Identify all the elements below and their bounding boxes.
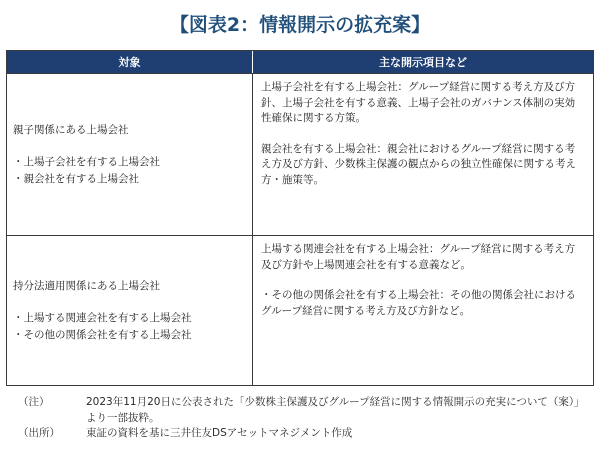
target-cell bbox=[7, 74, 253, 235]
header-disclosure-items: 主な開示項目など bbox=[379, 56, 467, 69]
table-row bbox=[7, 73, 593, 235]
spacer bbox=[261, 273, 585, 288]
disclosure-table bbox=[6, 50, 594, 386]
source-text: 東証の資料を基に三井住友DSアセットマネジメント作成 bbox=[86, 427, 353, 439]
spacer bbox=[13, 139, 246, 154]
note-label: （注） bbox=[18, 396, 50, 408]
table-header bbox=[7, 51, 593, 73]
disclosure-paragraph: 親会社を有する上場会社：親会社におけるグループ経営に関する考え方及び方針、少数株主保護の観点からの独立性確保に関する考え方・施策等。 bbox=[261, 142, 576, 186]
source-label: （出所） bbox=[18, 427, 60, 439]
target-cell bbox=[7, 236, 253, 385]
disclosure-paragraph: 上場する関連会社を有する上場会社：グループ経営に関する考え方及び方針や上場関連会社を有する意義など。 bbox=[261, 243, 576, 271]
disclosure-cell bbox=[253, 236, 593, 385]
target-item: ・親会社を有する上場会社 bbox=[13, 172, 139, 185]
note-text: 2023年11月20日に公表された「少数株主保護及びグループ経営に関する情報開示の充実について（案）」より一部抜粋。 bbox=[86, 396, 585, 424]
table-row bbox=[7, 235, 593, 385]
target-item: ・上場する関連会社を有する上場会社 bbox=[13, 311, 192, 324]
disclosure-paragraph: ・その他の関係会社を有する上場会社：その他の関係会社におけるグループ経営に関する考え方及び方針など。 bbox=[261, 289, 576, 317]
spacer bbox=[261, 127, 585, 142]
target-main: 持分法適用関係にある上場会社 bbox=[13, 279, 160, 292]
header-target: 対象 bbox=[7, 51, 253, 73]
spacer bbox=[13, 295, 246, 310]
source-row bbox=[18, 426, 594, 442]
disclosure-cell bbox=[253, 74, 593, 235]
figure-title: 【図表2：情報開示の拡充案】 bbox=[169, 14, 431, 36]
target-item: ・上場子会社を有する上場会社 bbox=[13, 155, 160, 168]
target-item: ・その他の関係会社を有する上場会社 bbox=[13, 328, 192, 341]
note-row bbox=[18, 395, 594, 426]
disclosure-paragraph: 上場子会社を有する上場会社：グループ経営に関する考え方及び方針、上場子会社を有する意義、上場子会社のガバナンス体制の実効性確保に関する方策。 bbox=[261, 81, 576, 124]
target-main: 親子関係にある上場会社 bbox=[13, 123, 129, 136]
footnotes bbox=[18, 395, 594, 442]
